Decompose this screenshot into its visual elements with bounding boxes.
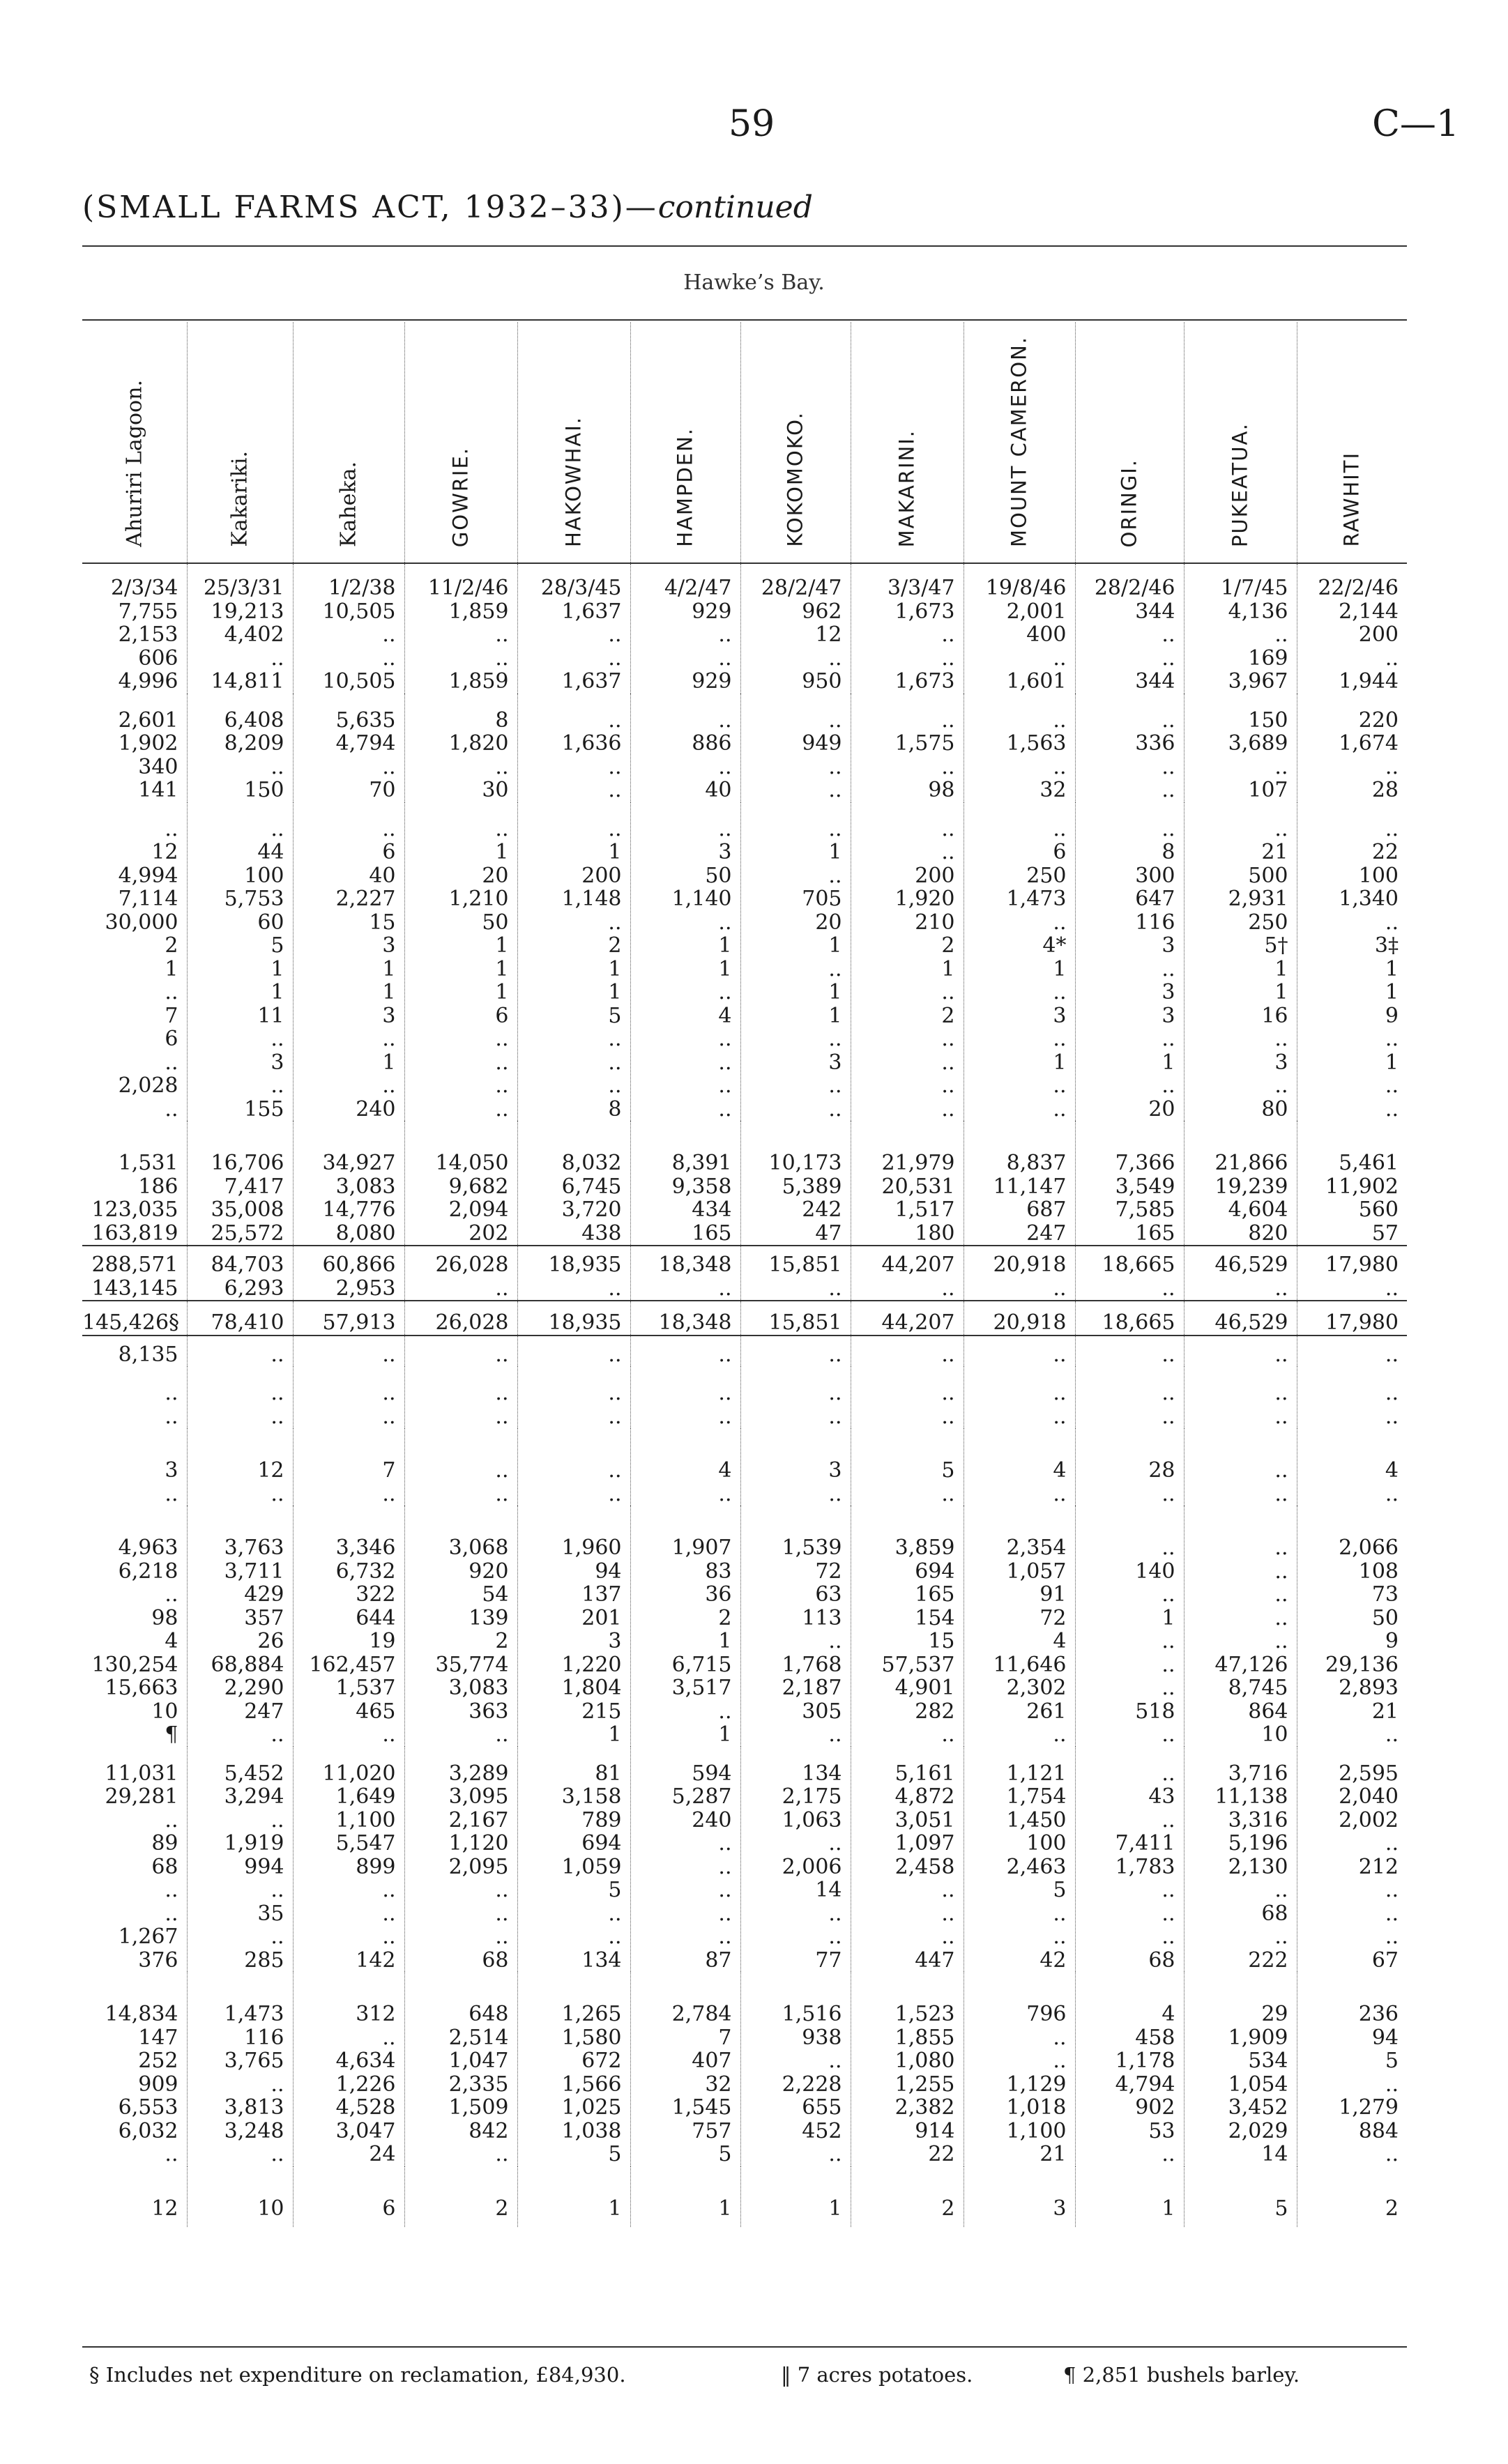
table-cell: .. 43 .. 7,411 1,783 .. .. .. 68 bbox=[1075, 1747, 1184, 1973]
table-cell: 2,066 108 73 50 9 29,136 2,893 21 .. bbox=[1297, 1506, 1407, 1747]
table-cell: 288,571 143,145 bbox=[82, 1246, 187, 1301]
table-cell: 18,665 bbox=[1075, 1301, 1184, 1336]
table-cell: 145,426§ bbox=[82, 1301, 187, 1336]
table-cell: .. bbox=[293, 1336, 404, 1367]
column-header-6 bbox=[630, 322, 740, 563]
table-cell: 1/7/45 4,136 .. 169 3,967 bbox=[1184, 563, 1297, 694]
table-cell: .. 1,636 .. .. bbox=[517, 694, 630, 802]
table-cell: 3/3/47 1,673 .. .. 1,673 bbox=[851, 563, 964, 694]
table-cell: 14,050 9,682 2,094 202 bbox=[404, 1121, 517, 1246]
column-header-1 bbox=[82, 322, 187, 563]
table-cell: .. bbox=[187, 1336, 293, 1367]
table-cell: 1,531 186 123,035 163,819 bbox=[91, 1151, 178, 1246]
column-header-2 bbox=[187, 322, 293, 563]
page-reference: C—1 bbox=[1372, 103, 1459, 145]
table-cell: .. 1 .. 705 20 1 .. 1 1 .. 3 .. .. bbox=[740, 802, 851, 1122]
table-cell: .. 1,563 .. 32 bbox=[964, 694, 1075, 802]
table-cell: 594 5,287 240 .. .. .. .. .. 87 bbox=[630, 1747, 740, 1973]
table-row bbox=[82, 802, 1407, 1122]
column-header-label: ORINGI. bbox=[1117, 458, 1141, 547]
table-cell: .. .. 200 1,920 210 2 1 .. 2 .. .. .. .. bbox=[851, 802, 964, 1122]
table-cell: .. bbox=[1297, 1336, 1407, 1367]
table-cell: 1,516 938 .. 2,228 655 452 .. bbox=[740, 1972, 851, 2166]
table-cell: 3,763 3,711 429 357 26 68,884 2,290 247 .. bbox=[187, 1506, 293, 1747]
table-cell: 2/3/34 7,755 2,153 606 4,996 bbox=[110, 576, 178, 694]
table-cell: 2,784 7 407 32 1,545 757 5 bbox=[630, 1972, 740, 2166]
table-cell: 4 .. bbox=[1297, 1428, 1407, 1506]
table-cell: 84,703 6,293 bbox=[187, 1246, 293, 1301]
table-cell: 18,348 bbox=[630, 1301, 740, 1336]
table-cell: 46,529 .. bbox=[1184, 1246, 1297, 1301]
table-cell: 18,935 bbox=[517, 1301, 630, 1336]
table-cell: 134 2,175 1,063 .. 2,006 14 .. .. 77 bbox=[740, 1747, 851, 1973]
table-cell: .. .. bbox=[1184, 1428, 1297, 1506]
title-main: (SMALL FARMS ACT, 1932–33)— bbox=[82, 190, 658, 225]
table-cell: .. 336 .. .. bbox=[1075, 694, 1184, 802]
column-header-8 bbox=[851, 322, 964, 563]
table-cell: 3,289 3,095 2,167 1,120 2,095 .. .. .. 68 bbox=[404, 1747, 517, 1973]
table-cell: 1,523 1,855 1,080 1,255 2,382 914 22 bbox=[851, 1972, 964, 2166]
table-cell: 19/8/46 2,001 400 .. 1,601 bbox=[964, 563, 1075, 694]
table-cell: 1,473 116 3,765 .. 3,813 3,248 .. bbox=[187, 1972, 293, 2166]
table-cell: 1,539 72 63 113 .. 1,768 2,187 305 .. bbox=[740, 1506, 851, 1747]
table-row bbox=[82, 1428, 1407, 1506]
table-cell: .. .. bbox=[1075, 1366, 1184, 1428]
table-cell: 78,410 bbox=[187, 1301, 293, 1336]
table-cell: 26,028 bbox=[404, 1301, 517, 1336]
table-cell: 8 1,820 .. 30 bbox=[404, 694, 517, 802]
table-cell: .. .. bbox=[964, 1366, 1075, 1428]
table-cell: 10,173 5,389 242 47 bbox=[740, 1121, 851, 1246]
table-cell: 21,866 19,239 4,604 820 bbox=[1184, 1121, 1297, 1246]
district-heading: Hawke’s Bay. bbox=[683, 270, 825, 295]
table-cell: 5,635 4,794 .. 70 bbox=[293, 694, 404, 802]
table-cell: .. 1 20 1,210 50 1 1 1 6 .. .. .. .. bbox=[404, 802, 517, 1122]
column-header-label: KOKOMOKO. bbox=[783, 411, 807, 547]
column-header-label: RAWHITI bbox=[1339, 452, 1364, 547]
column-header-label: Kakariki. bbox=[227, 451, 252, 547]
table-cell: .. .. bbox=[1297, 1366, 1407, 1428]
table-cell: 2,595 2,040 2,002 .. 212 .. .. .. 67 bbox=[1297, 1747, 1407, 1973]
table-cell: 4/2/47 929 .. .. 929 bbox=[630, 563, 740, 694]
statistics-table bbox=[82, 322, 1407, 2227]
column-header-11 bbox=[1184, 322, 1297, 563]
table-cell: .. .. bbox=[187, 1366, 293, 1428]
table-cell: 236 94 5 .. 1,279 884 .. bbox=[1297, 1972, 1407, 2166]
table-cell: .. 21 500 2,931 250 5† 1 1 16 .. 3 .. 80 bbox=[1184, 802, 1297, 1122]
table-cell: .. bbox=[1075, 1336, 1184, 1367]
column-header-label: HAMPDEN. bbox=[673, 427, 697, 547]
table-cell: 7,366 3,549 7,585 165 bbox=[1075, 1121, 1184, 1246]
table-row bbox=[82, 1246, 1407, 1301]
table-cell: .. bbox=[740, 1336, 851, 1367]
table-cell: 2 bbox=[851, 2166, 964, 2228]
table-cell: 28/3/45 1,637 .. .. 1,637 bbox=[517, 563, 630, 694]
table-cell: 11,020 1,649 1,100 5,547 899 .. .. .. 142 bbox=[293, 1747, 404, 1973]
table-cell: .. bbox=[517, 1336, 630, 1367]
table-cell: .. 1 200 1,148 .. 2 1 1 5 .. .. .. 8 bbox=[517, 802, 630, 1122]
table-cell: 4 .. bbox=[964, 1428, 1075, 1506]
table-cell: .. 8 300 647 116 3 .. 3 3 .. 1 .. 20 bbox=[1075, 802, 1184, 1122]
page-number: 59 bbox=[729, 103, 775, 145]
table-cell: .. 6 250 1,473 .. 4* 1 .. 3 .. 1 .. .. bbox=[964, 802, 1075, 1122]
column-header-label: Ahuriri Lagoon. bbox=[122, 380, 146, 547]
table-row bbox=[82, 694, 1407, 802]
table-cell: .. .. bbox=[404, 1428, 517, 1506]
column-header-9 bbox=[964, 322, 1075, 563]
table-cell: 21,979 20,531 1,517 180 bbox=[851, 1121, 964, 1246]
table-cell: .. bbox=[1184, 1336, 1297, 1367]
table-cell: 28/2/47 962 12 .. 950 bbox=[740, 563, 851, 694]
table-cell: 28/2/46 344 .. .. 344 bbox=[1075, 563, 1184, 694]
table-cell: 3 .. bbox=[165, 1458, 178, 1506]
table-cell: 3,716 11,138 3,316 5,196 2,130 .. 68 .. 222 bbox=[1184, 1747, 1297, 1973]
table-cell: 4,963 6,218 .. 98 4 130,254 15,663 10 ¶ bbox=[91, 1536, 178, 1747]
column-header-label: MAKARINI. bbox=[894, 429, 919, 547]
table-cell: 3 .. bbox=[740, 1428, 851, 1506]
table-cell: 8,135 bbox=[118, 1342, 178, 1366]
table-cell: .. .. .. .. .. 47,126 8,745 864 10 bbox=[1184, 1506, 1297, 1747]
table-cell: 10 bbox=[187, 2166, 293, 2228]
column-header-3 bbox=[293, 322, 404, 563]
table-row bbox=[82, 2166, 1407, 2228]
table-cell: 150 3,689 .. 107 bbox=[1184, 694, 1297, 802]
table-cell: 1 bbox=[740, 2166, 851, 2228]
footnote-rule bbox=[82, 2346, 1407, 2348]
table-cell: 11,031 29,281 .. 89 68 .. .. 1,267 376 bbox=[105, 1761, 178, 1972]
table-cell: .. 949 .. .. bbox=[740, 694, 851, 802]
table-cell: 1 bbox=[1075, 2166, 1184, 2228]
table-cell: .. bbox=[404, 1336, 517, 1367]
table-cell: 22/2/46 2,144 200 .. 1,944 bbox=[1297, 563, 1407, 694]
table-cell: 60,866 2,953 bbox=[293, 1246, 404, 1301]
table-cell: 3,346 6,732 322 644 19 162,457 1,537 465 .. bbox=[293, 1506, 404, 1747]
column-header-5 bbox=[517, 322, 630, 563]
column-header-7 bbox=[740, 322, 851, 563]
table-cell: .. .. bbox=[1184, 1366, 1297, 1428]
table-cell: .. .. bbox=[293, 1366, 404, 1428]
table-cell: .. .. bbox=[851, 1366, 964, 1428]
table-cell: 5,461 11,902 560 57 bbox=[1297, 1121, 1407, 1246]
table-row bbox=[82, 1336, 1407, 1367]
table-cell: .. .. bbox=[740, 1366, 851, 1428]
table-cell: 46,529 bbox=[1184, 1301, 1297, 1336]
table-cell: 25/3/31 19,213 4,402 .. 14,811 bbox=[187, 563, 293, 694]
table-cell: 3,068 920 54 139 2 35,774 3,083 363 .. bbox=[404, 1506, 517, 1747]
table-cell: .. 44 100 5,753 60 5 1 1 11 .. 3 .. 155 bbox=[187, 802, 293, 1122]
table-cell: 6 bbox=[293, 2166, 404, 2228]
table-cell: .. .. bbox=[517, 1428, 630, 1506]
table-body bbox=[82, 563, 1407, 2227]
table-cell: 17,980 bbox=[1297, 1301, 1407, 1336]
table-cell: 57,913 bbox=[293, 1301, 404, 1336]
column-header-10 bbox=[1075, 322, 1184, 563]
table-cell: 1 bbox=[517, 2166, 630, 2228]
table-cell: 4 .. bbox=[630, 1428, 740, 1506]
table-cell: 796 .. .. 1,129 1,018 1,100 21 bbox=[964, 1972, 1075, 2166]
table-cell: 15,851 .. bbox=[740, 1246, 851, 1301]
table-cell: 1,907 83 36 2 1 6,715 3,517 .. 1 bbox=[630, 1506, 740, 1747]
column-header-row bbox=[82, 322, 1407, 563]
column-header-12 bbox=[1297, 322, 1407, 563]
table-cell: .. .. bbox=[165, 1381, 178, 1428]
footnote-potatoes: ‖ 7 acres potatoes. bbox=[781, 2363, 973, 2387]
table-cell: 1,960 94 137 201 3 1,220 1,804 215 1 bbox=[517, 1506, 630, 1747]
table-top-rule bbox=[82, 319, 1407, 321]
table-cell: 8,032 6,745 3,720 438 bbox=[517, 1121, 630, 1246]
table-cell: 5,161 4,872 3,051 1,097 2,458 .. .. .. 447 bbox=[851, 1747, 964, 1973]
table-cell: 34,927 3,083 14,776 8,080 bbox=[293, 1121, 404, 1246]
table-row bbox=[82, 1972, 1407, 2166]
table-cell: 220 1,674 .. 28 bbox=[1297, 694, 1407, 802]
table-cell: 26,028 .. bbox=[404, 1246, 517, 1301]
table-cell: 17,980 .. bbox=[1297, 1246, 1407, 1301]
table-cell: .. bbox=[964, 1336, 1075, 1367]
column-header-4 bbox=[404, 322, 517, 563]
table-cell: 2 bbox=[404, 2166, 517, 2228]
table-cell: 648 2,514 1,047 2,335 1,509 842 .. bbox=[404, 1972, 517, 2166]
title-rule bbox=[82, 245, 1407, 247]
table-cell: 14,834 147 252 909 6,553 6,032 .. bbox=[105, 2002, 178, 2166]
column-header-label: Kaheka. bbox=[336, 461, 361, 547]
table-cell: .. 140 .. 1 .. .. .. 518 .. bbox=[1075, 1506, 1184, 1747]
table-cell: 16,706 7,417 35,008 25,572 bbox=[187, 1121, 293, 1246]
table-row bbox=[82, 1506, 1407, 1747]
table-cell: 5 bbox=[1184, 2166, 1297, 2228]
table-cell: 29 1,909 534 1,054 3,452 2,029 14 bbox=[1184, 1972, 1297, 2166]
table-cell: .. 886 .. 40 bbox=[630, 694, 740, 802]
title-continued: continued bbox=[657, 190, 813, 225]
table-cell: 5,452 3,294 .. 1,919 994 .. 35 .. 285 bbox=[187, 1747, 293, 1973]
table-row bbox=[82, 563, 1407, 694]
table-cell: 2,354 1,057 91 72 4 11,646 2,302 261 .. bbox=[964, 1506, 1075, 1747]
table-cell: 20,918 bbox=[964, 1301, 1075, 1336]
footnote-reclamation: § Includes net expenditure on reclamation, £84,930. bbox=[89, 2363, 626, 2387]
table-cell: .. .. bbox=[517, 1366, 630, 1428]
table-cell: 18,665 .. bbox=[1075, 1246, 1184, 1301]
table-cell: .. 3 50 1,140 .. 1 1 .. 4 .. .. .. .. bbox=[630, 802, 740, 1122]
table-cell: 18,348 .. bbox=[630, 1246, 740, 1301]
footnote-barley: ¶ 2,851 bushels barley. bbox=[1063, 2363, 1300, 2387]
table-cell: .. 1,575 .. 98 bbox=[851, 694, 964, 802]
column-header-label: GOWRIE. bbox=[448, 446, 473, 547]
table-cell: .. 6 40 2,227 15 3 1 1 3 .. 1 .. 240 bbox=[293, 802, 404, 1122]
table-cell: .. bbox=[851, 1336, 964, 1367]
table-cell: 6,408 8,209 .. 150 bbox=[187, 694, 293, 802]
table-cell: 4 458 1,178 4,794 902 53 .. bbox=[1075, 1972, 1184, 2166]
table-cell: 15,851 bbox=[740, 1301, 851, 1336]
table-row bbox=[82, 1366, 1407, 1428]
table-cell: 28 .. bbox=[1075, 1428, 1184, 1506]
table-cell: 312 .. 4,634 1,226 4,528 3,047 24 bbox=[293, 1972, 404, 2166]
table-row bbox=[82, 1121, 1407, 1246]
column-header-label: PUKEATUA. bbox=[1228, 422, 1252, 547]
column-header-label: MOUNT CAMERON. bbox=[1007, 335, 1031, 547]
table-row bbox=[82, 1301, 1407, 1336]
table-cell: 44,207 .. bbox=[851, 1246, 964, 1301]
table-cell: 3,859 694 165 154 15 57,537 4,901 282 .. bbox=[851, 1506, 964, 1747]
table-cell: 44,207 bbox=[851, 1301, 964, 1336]
table-cell: 20,918 .. bbox=[964, 1246, 1075, 1301]
table-cell: 12 .. bbox=[187, 1428, 293, 1506]
table-cell: .. bbox=[630, 1336, 740, 1367]
table-cell: 8,391 9,358 434 165 bbox=[630, 1121, 740, 1246]
table-cell: .. .. bbox=[404, 1366, 517, 1428]
table-cell: 1,121 1,754 1,450 100 2,463 5 .. .. 42 bbox=[964, 1747, 1075, 1973]
table-cell: 18,935 .. bbox=[517, 1246, 630, 1301]
table-cell: 81 3,158 789 694 1,059 5 .. .. 134 bbox=[517, 1747, 630, 1973]
table-cell: 8,837 11,147 687 247 bbox=[964, 1121, 1075, 1246]
table-cell: 12 bbox=[151, 2196, 178, 2221]
table-cell: .. .. bbox=[630, 1366, 740, 1428]
table-cell: .. 22 100 1,340 .. 3‡ 1 1 9 .. 1 .. .. bbox=[1297, 802, 1407, 1122]
column-header-label: HAKOWHAI. bbox=[561, 416, 586, 547]
table-cell: 1 bbox=[630, 2166, 740, 2228]
table-cell: 3 bbox=[964, 2166, 1075, 2228]
table-cell: 7 .. bbox=[293, 1428, 404, 1506]
table-cell: 1,265 1,580 672 1,566 1,025 1,038 5 bbox=[517, 1972, 630, 2166]
table-cell: 1/2/38 10,505 .. .. 10,505 bbox=[293, 563, 404, 694]
table-cell: 2 bbox=[1297, 2166, 1407, 2228]
table-cell: 11/2/46 1,859 .. .. 1,859 bbox=[404, 563, 517, 694]
page-title bbox=[82, 190, 813, 225]
table-cell: 5 .. bbox=[851, 1428, 964, 1506]
table-cell: .. 12 4,994 7,114 30,000 2 1 .. 7 6 .. 2,028 .. bbox=[105, 816, 178, 1121]
table-cell: 2,601 1,902 340 141 bbox=[118, 707, 178, 802]
table-row bbox=[82, 1747, 1407, 1973]
